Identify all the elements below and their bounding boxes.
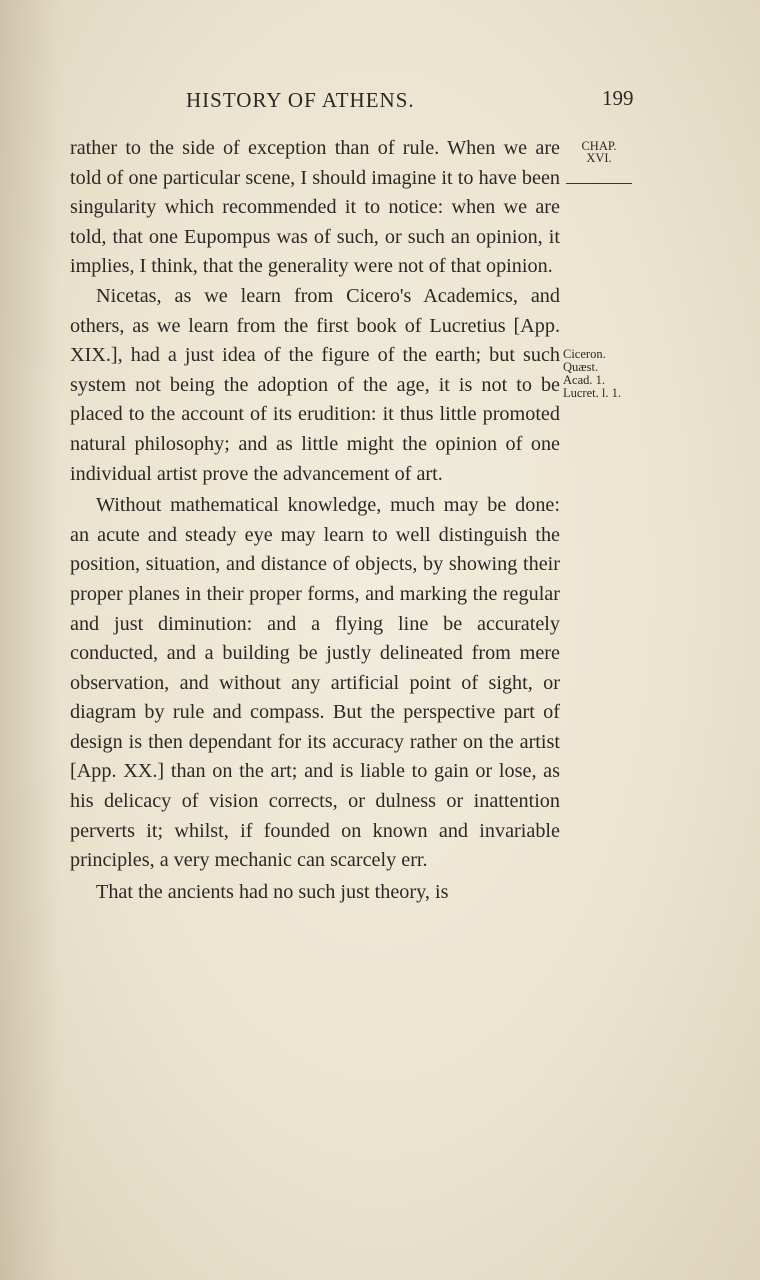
page-number: 199	[602, 86, 634, 110]
paragraph-ancients: That the ancients had no such just theory, is	[96, 880, 449, 903]
citation-line-2: Quæst.	[563, 360, 599, 374]
citation-line-4: Lucret. l. 1.	[563, 386, 621, 400]
paragraph-mathematical-knowledge: Without mathematical knowledge, much may be done: an acute and steady eye may learn to well distinguish the position, situation, and distance of objects, by showing their proper planes in their proper forms, and marking the regular and just diminution: and a flying line be accurately conducted, and a building be justly delineated from mere observation, and without any artificial point of sight, or diagram by rule and compass. But the perspective part of design is then dependant for its accuracy rather on the artist [App. XX.] than on the art; and is liable to gain or lose, as his delicacy of vision corrects, or dulness or inattention perverts it; whilst, if founded on known and invariable principles, a very mechanic can scarcely err.	[70, 494, 560, 872]
chapter-numeral: XVI.	[586, 151, 612, 165]
chapter-margin-note	[574, 140, 624, 164]
running-head: HISTORY OF ATHENS.	[186, 88, 415, 112]
chapter-rule-divider	[566, 183, 632, 184]
citation-line-1: Ciceron.	[563, 347, 606, 361]
citation-line-3: Acad. 1.	[563, 373, 605, 387]
citation-margin-note	[563, 348, 639, 400]
paragraph-continued: rather to the side of exception than of rule. When we are told of one particular scene, I should imagine it to have been singularity which recommended it to notice: when we are told, that one Eupompus was of such, or such an opinion, it implies, I think, that the generality were not of that opinion.	[70, 137, 560, 278]
body-text	[70, 134, 560, 907]
paragraph-nicetas: Nicetas, as we learn from Cicero's Academics, and others, as we learn from the first book of Lucretius [App. XIX.], had a just idea of the figure of the earth; but such system not being the adoption of the age, it is not to be placed to the account of its erudition: it thus little promoted natural philosophy; and as little might the opinion of one individual artist prove the advancement of art.	[70, 284, 560, 485]
chapter-label: CHAP.	[581, 139, 617, 153]
